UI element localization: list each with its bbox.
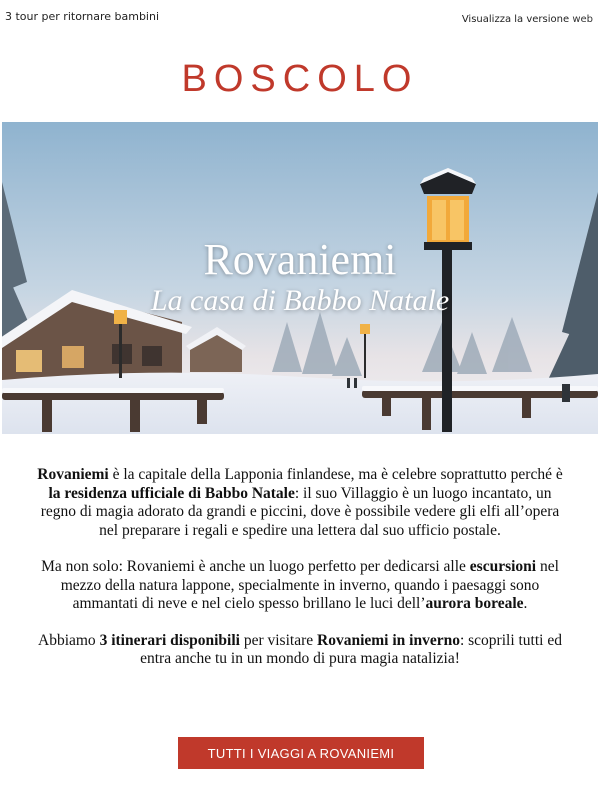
paragraph-3 [30,632,570,669]
text: : il suo Villaggio è un luogo incantato, un regno di magia adorato da grandi e piccini, dove è possibile vedere gli elfi all’opera nel preparare i regali e spedire una lettera dal suo ufficio postale. [40,484,560,539]
text: : scoprili tutti ed entra anche tu in un mondo di pura magia natalizia! [140,631,562,667]
paragraph-1 [30,466,570,540]
text: nel mezzo della natura lappone, specialmente in inverno, quando i paesaggi sono ammantati di neve e nel cielo spesso brillano le luci dell’ [60,558,559,612]
view-web-version-link[interactable] [462,14,593,25]
text: . [523,595,528,612]
text-bold: Rovaniemi in inverno [317,631,460,649]
hero-subtitle: La casa di Babbo Natale [150,284,450,317]
body-text [30,466,570,687]
text: per visitare [239,631,317,649]
text-bold: la residenza ufficiale di Babbo Natale [48,484,295,502]
hero-banner[interactable] [2,122,598,434]
text-bold: aurora boreale [425,595,524,612]
text: Ma non solo: Rovaniemi è anche un luogo perfetto per dedicarsi alle [41,558,470,575]
view-web-link-text: web [572,14,593,25]
paragraph-2 [30,558,570,614]
text: Abbiamo [38,631,100,649]
hero-title: Rovaniemi [203,235,397,284]
brand-logo[interactable]: BOSCOLO [181,58,419,100]
text-bold: 3 itinerari disponibili [99,631,240,649]
text-bold: Rovaniemi [37,466,109,483]
text-bold: escursioni [469,558,537,575]
view-web-prefix: Visualizza la versione [461,14,570,25]
text: è la capitale della Lapponia finlandese, ma è celebre soprattutto perché è [108,466,563,483]
all-trips-rovaniemi-button[interactable]: TUTTI I VIAGGI A ROVANIEMI [178,737,424,769]
preheader-text: 3 tour per ritornare bambini [5,10,160,23]
